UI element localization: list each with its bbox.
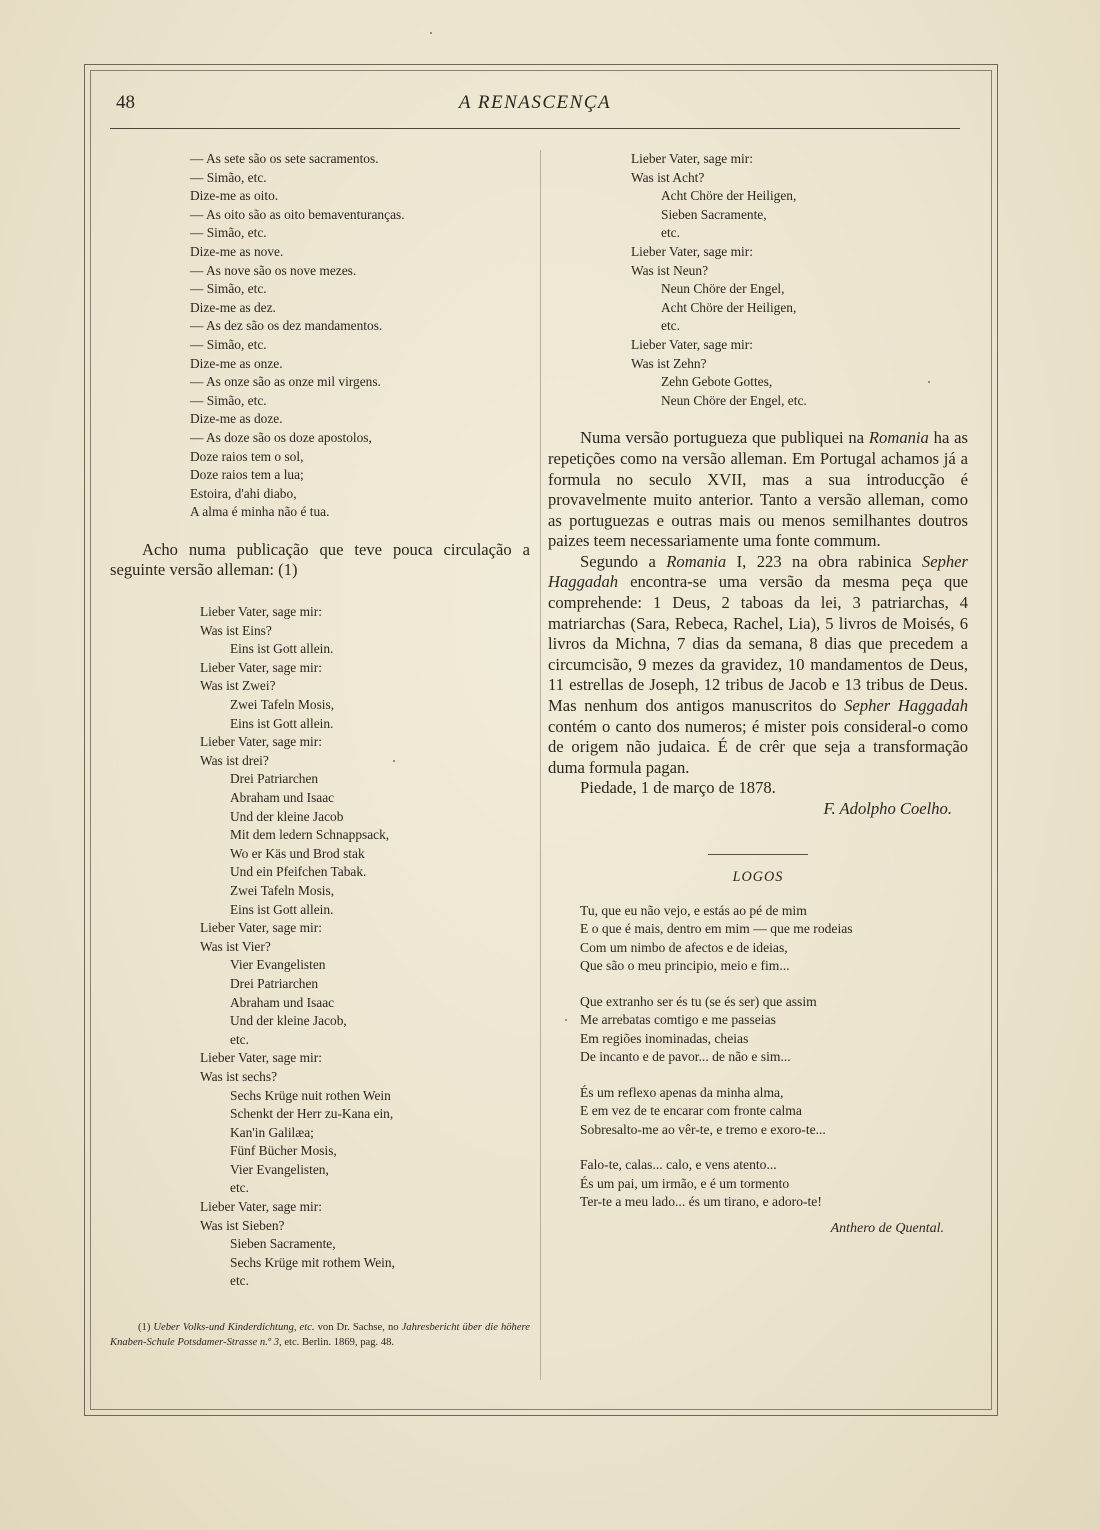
para1-text-a: Numa versão portugueza que publiquei na bbox=[580, 428, 869, 448]
para2-work-2: Sepher Haggadah bbox=[844, 696, 968, 716]
para1-journal: Romania bbox=[868, 428, 929, 448]
paper-speck bbox=[565, 1019, 567, 1021]
verse-line: Estoira, d'ahi diabo, bbox=[190, 485, 297, 501]
verse-line: Abraham und Isaac bbox=[230, 790, 335, 805]
verse-line: etc. bbox=[230, 1180, 249, 1196]
poem-line: Em regiões inominadas, cheias bbox=[580, 1030, 749, 1046]
author-signature: F. Adolpho Coelho. bbox=[823, 799, 952, 818]
poem-stanza bbox=[580, 1084, 968, 1140]
verse-line: Was ist Zwei? bbox=[200, 678, 276, 694]
header-rule bbox=[110, 128, 960, 129]
german-verse-right bbox=[548, 150, 968, 410]
verse-line: Lieber Vater, sage mir: bbox=[631, 336, 753, 352]
footnote bbox=[110, 1321, 530, 1350]
verse-line: Was ist sechs? bbox=[200, 1068, 278, 1084]
left-column bbox=[110, 150, 530, 1350]
verse-line: Was ist Neun? bbox=[631, 262, 709, 278]
verse-line: Zehn Gebote Gottes, bbox=[661, 374, 773, 390]
poem-stanza bbox=[580, 993, 968, 1067]
verse-line: Und der kleine Jacob, bbox=[230, 1013, 347, 1029]
verse-line: Wo er Käs und Brod stak bbox=[230, 845, 365, 861]
verse-line: Dize-me as onze. bbox=[190, 355, 283, 371]
poem bbox=[548, 902, 968, 1212]
poem-line: Sobresalto-me ao vêr-te, e tremo e exoro-te... bbox=[580, 1121, 826, 1137]
verse-line: Doze raios tem o sol, bbox=[190, 448, 304, 464]
poem-line: E em vez de te encarar com fronte calma bbox=[580, 1103, 802, 1119]
paper-speck bbox=[430, 32, 432, 34]
verse-line: Was ist Sieben? bbox=[200, 1217, 285, 1233]
verse-line: etc. bbox=[230, 1031, 249, 1047]
verse-line: Lieber Vater, sage mir: bbox=[200, 920, 322, 936]
verse-line: — Simão, etc. bbox=[190, 169, 267, 185]
poem-line: Falo-te, calas... calo, e vens atento... bbox=[580, 1157, 777, 1173]
poem-stanza bbox=[580, 1156, 968, 1212]
verse-line: Und der kleine Jacob bbox=[230, 808, 344, 824]
page-header bbox=[110, 86, 960, 122]
verse-line: Mit dem ledern Schnappsack, bbox=[230, 827, 390, 843]
verse-line: — Simão, etc. bbox=[190, 392, 267, 408]
verse-line: Sieben Sacramente, bbox=[230, 1236, 336, 1252]
portuguese-verse bbox=[110, 150, 530, 522]
verse-line: Lieber Vater, sage mir: bbox=[200, 659, 322, 675]
poem-line: Que são o meu principio, meio e fim... bbox=[580, 958, 790, 974]
verse-line: Und ein Pfeifchen Tabak. bbox=[230, 864, 367, 880]
verse-line: Doze raios tem a lua; bbox=[190, 467, 304, 483]
footnote-tail: etc. Berlin. 1869, pag. 48. bbox=[284, 1336, 395, 1348]
poem-line: Me arrebatas comtigo e me passeias bbox=[580, 1012, 776, 1028]
verse-line: Vier Evangelisten, bbox=[230, 1161, 329, 1177]
date-line: Piedade, 1 de março de 1878. bbox=[580, 778, 776, 798]
german-verse-left bbox=[110, 603, 530, 1291]
verse-line: Dize-me as dez. bbox=[190, 299, 276, 315]
verse-line: Dize-me as oito. bbox=[190, 188, 279, 204]
paragraph-romania bbox=[548, 428, 968, 552]
verse-line: Lieber Vater, sage mir: bbox=[200, 734, 322, 750]
verse-line: Dize-me as doze. bbox=[190, 411, 283, 427]
poem-line: Que extranho ser és tu (se és ser) que assim bbox=[580, 993, 817, 1009]
running-title: A RENASCENÇA bbox=[458, 92, 612, 113]
verse-line: Lieber Vater, sage mir: bbox=[200, 1050, 322, 1066]
para2-journal: Romania bbox=[666, 551, 727, 571]
verse-line: etc. bbox=[230, 1273, 249, 1289]
verse-line: Sieben Sacramente, bbox=[661, 206, 767, 222]
verse-line: — As onze são as onze mil virgens. bbox=[190, 374, 381, 390]
poem-line: E o que é mais, dentro em mim — que me rodeias bbox=[580, 921, 853, 937]
verse-line: Lieber Vater, sage mir: bbox=[200, 1199, 322, 1215]
verse-line: Neun Chöre der Engel, bbox=[661, 281, 785, 297]
para1-text-b: ha as repetições como na versão alleman. Em Portugal achamos já a formula no seculo XVII, mas a sua introducção é provavelmente muito anterior. Tanto a versão alleman, como as portuguezas e outras mais ou menos semilhantes doutros paizes teem necessariamente uma fonte commum. bbox=[548, 428, 968, 551]
verse-line: — Simão, etc. bbox=[190, 281, 267, 297]
intro-paragraph: Acho numa publicação que teve pouca circulação a seguinte versão alleman: (1) bbox=[110, 539, 530, 580]
footnote-title: Ueber Volks-und Kinderdichtung, etc. bbox=[153, 1322, 315, 1334]
verse-line: — As oito são as oito bemaventuranças. bbox=[190, 206, 405, 222]
poem-line: Tu, que eu não vejo, e estás ao pé de mim bbox=[580, 902, 807, 918]
verse-line: Zwei Tafeln Mosis, bbox=[230, 882, 335, 898]
poem-line: De incanto e de pavor... de não e sim... bbox=[580, 1049, 791, 1065]
verse-line: — As sete são os sete sacramentos. bbox=[190, 151, 379, 166]
verse-line: Vier Evangelisten bbox=[230, 957, 326, 973]
verse-line: — As nove são os nove mezes. bbox=[190, 262, 357, 278]
section-rule bbox=[708, 854, 808, 855]
para2-work: Sepher Haggadah bbox=[548, 551, 968, 592]
footnote-mark: (1) bbox=[138, 1322, 151, 1334]
right-column bbox=[548, 150, 968, 1237]
para2-text-d: contém o canto dos numeros; é mister pois consideral-o como de origem não judaica. É de crêr que seja a transformação duma formula pagan. bbox=[548, 716, 968, 777]
footnote-by: von Dr. Sachse, no bbox=[317, 1322, 399, 1334]
verse-line: Was ist Eins? bbox=[200, 622, 272, 638]
verse-line: etc. bbox=[661, 318, 680, 334]
verse-line: Sechs Krüge nuit rothen Wein bbox=[230, 1087, 391, 1103]
para2-text-c: encontra-se uma versão da mesma peça que comprehende: 1 Deus, 2 taboas da lei, 3 patriarchas, 4 matriarchas (Sara, Rebeca, Rachel, Lia), 5 livros de Moisés, 6 livros da Michna, 7 dias da semana, 8 dias que precedem a circumcisão, 9 mezes da gravidez, 10 mandamentos de Deus, 11 estrellas de Joseph, 12 tribus de Jacob e 13 tribus de Deus. Mas nenhum dos antigos manuscritos do bbox=[548, 572, 968, 716]
verse-line: — Simão, etc. bbox=[190, 225, 267, 241]
verse-line: etc. bbox=[661, 225, 680, 241]
verse-line: Abraham und Isaac bbox=[230, 994, 335, 1010]
verse-line: Acht Chöre der Heiligen, bbox=[661, 188, 797, 204]
verse-line: Acht Chöre der Heiligen, bbox=[661, 299, 797, 315]
verse-line: A alma é minha não é tua. bbox=[190, 504, 330, 520]
verse-line: Neun Chöre der Engel, etc. bbox=[661, 392, 807, 408]
verse-line: Lieber Vater, sage mir: bbox=[631, 151, 753, 166]
verse-line: Fünf Bücher Mosis, bbox=[230, 1143, 337, 1159]
para2-text-b: I, 223 na obra rabinica bbox=[726, 551, 922, 571]
paragraph-haggadah bbox=[548, 552, 968, 779]
verse-line: Dize-me as nove. bbox=[190, 243, 284, 259]
poem-line: És um pai, um irmão, e é um tormento bbox=[580, 1175, 790, 1191]
para2-text-a: Segundo a bbox=[580, 551, 667, 571]
verse-line: Lieber Vater, sage mir: bbox=[631, 243, 753, 259]
verse-line: Schenkt der Herr zu-Kana ein, bbox=[230, 1106, 394, 1122]
paper-speck bbox=[928, 381, 930, 383]
verse-line: Was ist Vier? bbox=[200, 938, 271, 954]
column-divider bbox=[540, 150, 541, 1380]
verse-line: Was ist drei? bbox=[200, 752, 269, 768]
page-number: 48 bbox=[116, 92, 135, 113]
verse-line: Drei Patriarchen bbox=[230, 975, 319, 991]
verse-line: Kan'in Galilæa; bbox=[230, 1124, 314, 1140]
verse-line: Was ist Acht? bbox=[631, 169, 705, 185]
verse-line: Was ist Zehn? bbox=[631, 355, 707, 371]
verse-line: Eins ist Gott allein. bbox=[230, 715, 334, 731]
verse-line: Lieber Vater, sage mir: bbox=[200, 604, 322, 620]
poem-title: LOGOS bbox=[732, 868, 784, 885]
poem-signature: Anthero de Quental. bbox=[830, 1220, 944, 1236]
poem-line: Com um nimbo de afectos e de ideias, bbox=[580, 939, 788, 955]
verse-line: — As doze são os doze apostolos, bbox=[190, 429, 372, 445]
verse-line: — As dez são os dez mandamentos. bbox=[190, 318, 383, 334]
poem-line: És um reflexo apenas da minha alma, bbox=[580, 1084, 784, 1100]
footnote-journal: Jahresbericht über die höhere Knaben-Schule Potsdamer-Strasse n.º 3, bbox=[110, 1322, 530, 1348]
verse-line: Sechs Krüge mit rothem Wein, bbox=[230, 1254, 395, 1270]
poem-stanza bbox=[580, 902, 968, 976]
paper-speck bbox=[393, 760, 395, 762]
verse-line: Eins ist Gott allein. bbox=[230, 901, 334, 917]
verse-line: Drei Patriarchen bbox=[230, 771, 319, 787]
verse-line: — Simão, etc. bbox=[190, 336, 267, 352]
verse-line: Eins ist Gott allein. bbox=[230, 641, 334, 657]
poem-line: Ter-te a meu lado... és um tirano, e adoro-te! bbox=[580, 1194, 822, 1210]
verse-line: Zwei Tafeln Mosis, bbox=[230, 697, 335, 713]
